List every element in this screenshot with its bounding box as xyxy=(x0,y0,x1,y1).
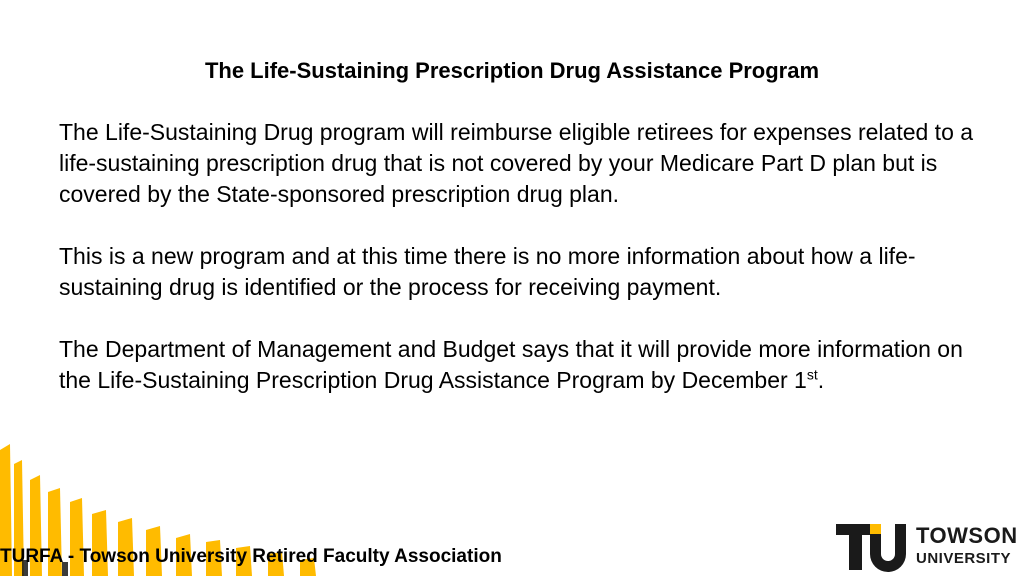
paragraph-1: The Life-Sustaining Drug program will reimburse eligible retirees for expenses related to a life-sustaining prescription drug that is not covered by your Medicare Part D plan but is covered by the State-sponsored prescription drug plan. xyxy=(59,119,974,207)
logo-wordmark-towson: TOWSON xyxy=(916,523,1018,548)
footer-organization-name: TURFA - Towson University Retired Faculty Association xyxy=(0,546,502,567)
paragraph-3-period: . xyxy=(817,367,825,393)
logo-wordmark-university: UNIVERSITY xyxy=(916,550,1012,567)
paragraph-3-text: The Department of Management and Budget says that it will provide more information on the Life-Sustaining Prescription Drug Assistance Program by December 1 xyxy=(59,336,963,393)
paragraph-2: This is a new program and at this time there is no more information about how a life-sustaining drug is identified or the process for receiving payment. xyxy=(59,243,916,300)
slide-title: The Life-Sustaining Prescription Drug Assistance Program xyxy=(204,58,820,83)
slide-body xyxy=(59,117,999,427)
paragraph-3 xyxy=(59,334,999,396)
towson-university-logo xyxy=(836,522,1024,572)
ordinal-suffix: st xyxy=(806,366,818,383)
tu-monogram-icon xyxy=(836,522,908,572)
